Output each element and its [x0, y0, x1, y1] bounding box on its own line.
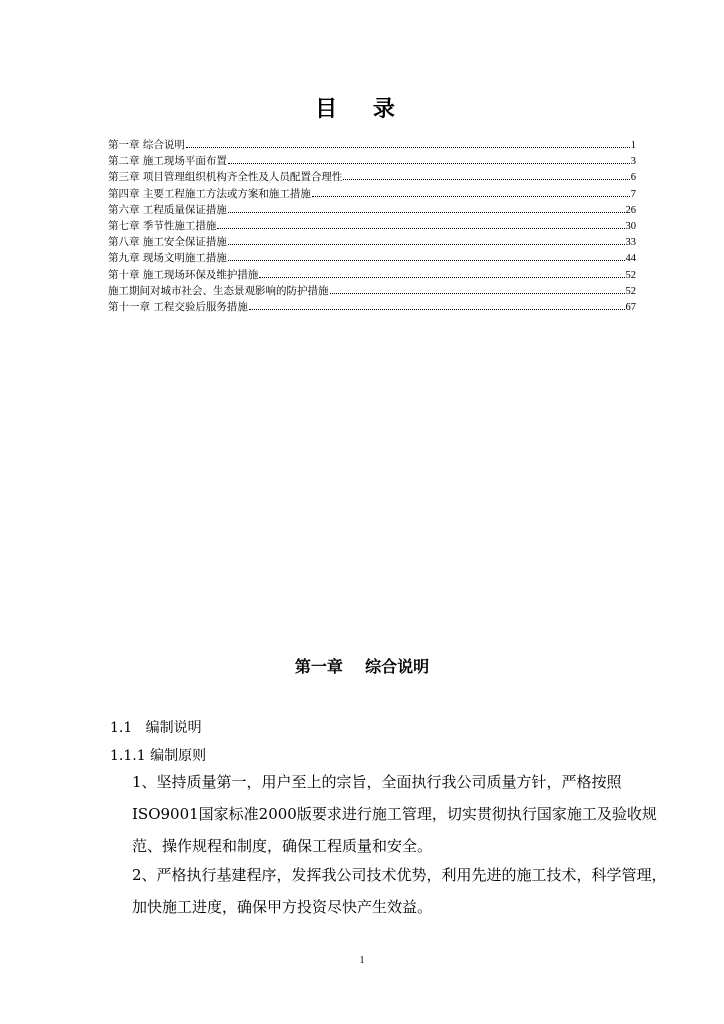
toc-entry[interactable]: [108, 218, 636, 234]
toc-entry-label: 第四章 主要工程施工方法或方案和施工措施: [108, 187, 311, 200]
toc-entry-page: 44: [625, 253, 636, 265]
toc-entry-page: 26: [625, 204, 636, 216]
chapter-title: 第一章 综合说明: [294, 657, 430, 676]
toc-leader: [217, 228, 624, 229]
section-heading: 1.1 编制说明: [110, 720, 202, 736]
toc-entry-label: 第十章 施工现场环保及维护措施: [108, 268, 259, 281]
toc-entry-page: 33: [625, 237, 636, 249]
toc-entry-label: 第六章 工程质量保证措施: [108, 203, 227, 216]
toc-leader: [312, 196, 630, 197]
toc-leader: [186, 147, 630, 148]
toc-entry[interactable]: [108, 234, 636, 250]
toc-leader: [228, 163, 630, 164]
toc-entry[interactable]: [108, 137, 636, 153]
toc-leader: [259, 277, 624, 278]
toc-entry-page: 7: [630, 188, 636, 200]
toc-entry-label: 第十一章 工程交验后服务措施: [108, 300, 248, 313]
toc-entry-label: 第九章 现场文明施工措施: [108, 252, 227, 265]
toc-entry-page: 3: [630, 156, 636, 168]
table-of-contents: [108, 137, 636, 315]
page-number: 1: [359, 955, 365, 966]
toc-entry[interactable]: [108, 153, 636, 169]
toc-entry-page: 30: [625, 220, 636, 232]
toc-leader: [228, 260, 625, 261]
toc-entry[interactable]: [108, 267, 636, 283]
toc-leader: [228, 212, 625, 213]
toc-entry-page: 1: [630, 140, 636, 151]
toc-entry-label: 第七章 季节性施工措施: [108, 219, 217, 232]
toc-entry-label: 第八章 施工安全保证措施: [108, 236, 227, 249]
toc-entry[interactable]: [108, 186, 636, 202]
toc-entry-page: 52: [625, 285, 636, 297]
toc-leader: [330, 293, 625, 294]
toc-entry[interactable]: [108, 250, 636, 266]
body-paragraph: 2、严格执行基建程序，发挥我公司技术优势，利用先进的施工技术，科学管理，加快施工进度，确保甲方投资尽快产生效益。: [132, 866, 667, 916]
toc-entry-label: 第一章 综合说明: [108, 139, 185, 151]
toc-leader: [249, 309, 625, 310]
toc-leader: [343, 179, 629, 180]
toc-entry-label: 第二章 施工现场平面布置: [108, 155, 227, 168]
body-paragraph: 1、坚持质量第一，用户至上的宗旨，全面执行我公司质量方针，严格按照ISO9001国家标准2000版要求进行施工管理，切实贯彻执行国家施工及验收规范、操作规程和制度，确保工程质量和安全。: [132, 773, 657, 855]
toc-entry[interactable]: [108, 202, 636, 218]
toc-entry[interactable]: [108, 299, 636, 315]
toc-entry[interactable]: [108, 283, 636, 299]
toc-leader: [228, 244, 625, 245]
toc-title: 目 录: [315, 97, 409, 122]
toc-entry-page: 67: [625, 301, 636, 313]
toc-entry[interactable]: [108, 169, 636, 185]
subsection-heading: 1.1.1 编制原则: [110, 748, 207, 764]
toc-entry-page: 52: [625, 269, 636, 281]
toc-entry-label: 第三章 项目管理组织机构齐全性及人员配置合理性: [108, 171, 343, 184]
toc-entry-page: 6: [630, 172, 636, 184]
toc-entry-label: 施工期间对城市社会、生态景观影响的防护措施: [108, 284, 329, 297]
